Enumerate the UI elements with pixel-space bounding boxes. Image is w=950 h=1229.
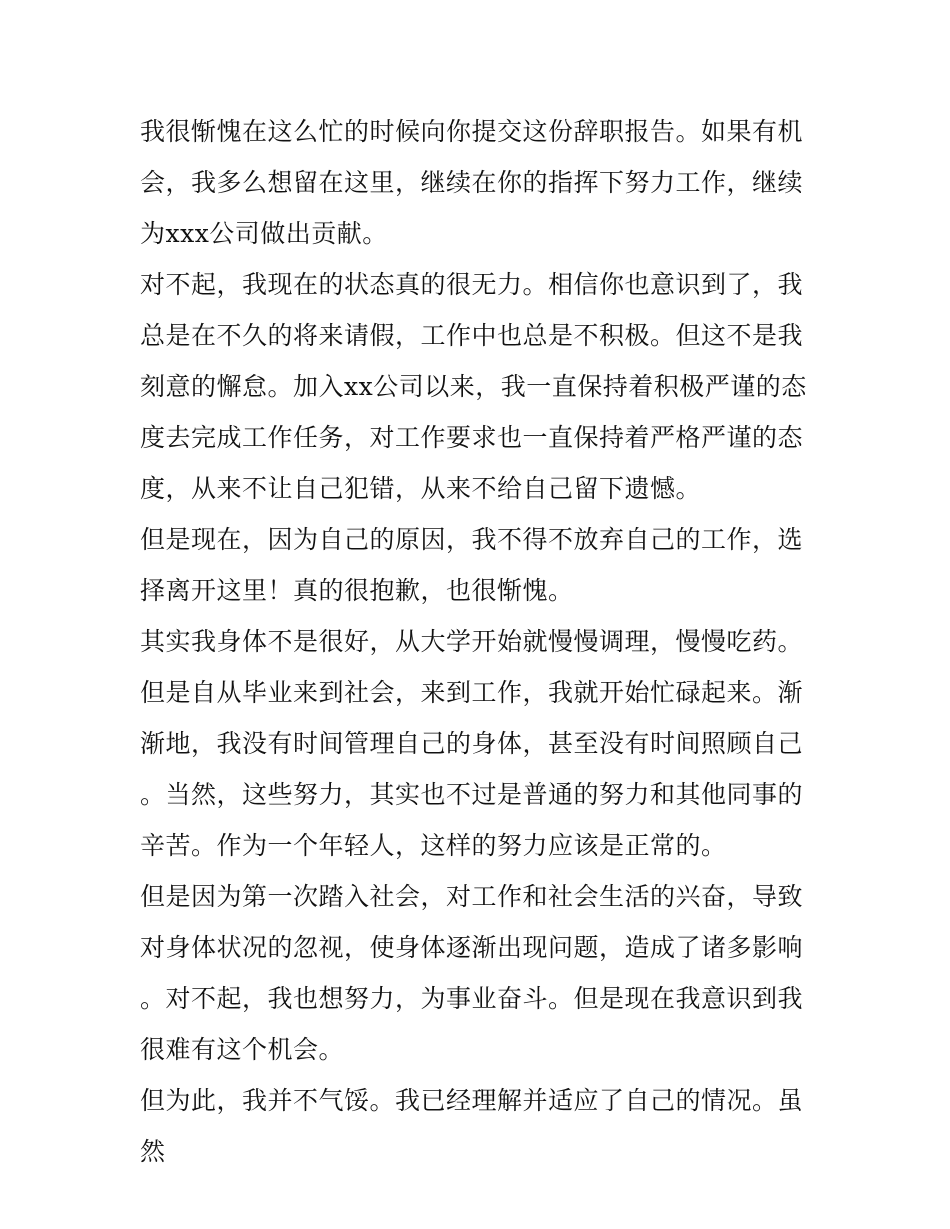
paragraph-1: 我很惭愧在这么忙的时候向你提交这份辞职报告。如果有机会，我多么想留在这里，继续在你的指挥下努力工作，继续为xxx公司做出贡献。 [140,117,804,248]
paragraph-5: 但是因为第一次踏入社会，对工作和社会生活的兴奋，导致对身体状况的忽视，使身体逐渐出现问题，造成了诸多影响。对不起，我也想努力，为事业奋斗。但是现在我意识到我很难有这个机会。 [140,882,804,1064]
paragraph-6: 但为此，我并不气馁。我已经理解并适应了自己的情况。虽然 [140,1086,804,1166]
paragraph-4: 其实我身体不是很好，从大学开始就慢慢调理，慢慢吃药。但是自从毕业来到社会，来到工作，我就开始忙碌起来。渐渐地，我没有时间管理自己的身体，甚至没有时间照顾自己。当然，这些努力，其实也不过是普通的努力和其他同事的辛苦。作为一个年轻人，这样的努力应该是正常的。 [140,627,804,860]
paragraph-2: 对不起，我现在的状态真的很无力。相信你也意识到了，我总是在不久的将来请假，工作中也总是不积极。但这不是我刻意的懈怠。加入xx公司以来，我一直保持着积极严谨的态度去完成工作任务，对工作要求也一直保持着严格严谨的态度，从来不让自己犯错，从来不给自己留下遗憾。 [140,270,807,503]
paragraph-3: 但是现在，因为自己的原因，我不得不放弃自己的工作，选择离开这里！真的很抱歉，也很惭愧。 [140,525,804,605]
document-body [140,106,820,1177]
